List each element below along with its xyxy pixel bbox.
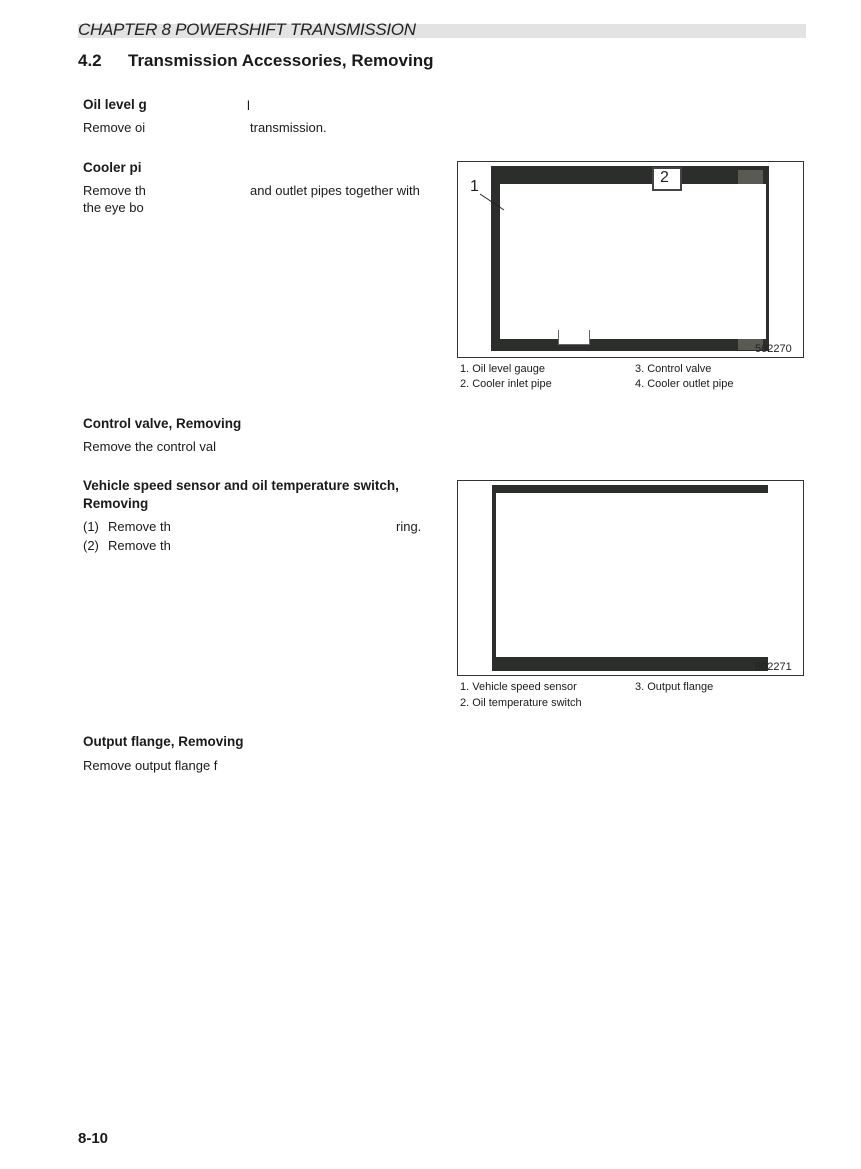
caption-1: 1. Oil level gauge — [460, 363, 545, 375]
figure-502271 — [457, 480, 804, 676]
oil-level-text-end: transmission. — [250, 120, 327, 135]
caption-2: 2. Cooler inlet pipe — [460, 378, 552, 390]
callout-1-leader — [478, 192, 508, 214]
figure-id: 502271 — [755, 661, 792, 673]
callout-box-lower — [558, 330, 590, 345]
caption-3: 3. Output flange — [635, 681, 714, 693]
caption-1: 1. Vehicle speed sensor — [460, 681, 577, 693]
step-2-number: (2) — [83, 538, 99, 553]
oil-level-text: Remove oi — [83, 120, 146, 135]
figure-502270 — [457, 161, 804, 358]
output-flange-text: Remove output flange f — [83, 758, 218, 773]
speed-sensor-heading-1: Vehicle speed sensor and oil temperature switch, — [83, 478, 399, 493]
section-title — [78, 51, 434, 71]
caption-2: 2. Oil temperature switch — [460, 697, 582, 709]
page-number: 8-10 — [78, 1130, 109, 1147]
figure-id: 502270 — [755, 343, 792, 355]
caption-4: 4. Cooler outlet pipe — [635, 378, 734, 390]
control-valve-heading: Control valve, Removing — [83, 416, 242, 431]
caption-3: 3. Control valve — [635, 363, 712, 375]
callout-2: 2 — [660, 169, 669, 186]
oil-level-heading-fragment: l — [247, 98, 250, 113]
step-1-text: Remove th — [108, 519, 171, 534]
cooler-pipes-heading: Cooler pi — [83, 160, 142, 175]
cooler-pipes-text-1: Remove th — [83, 183, 146, 198]
chapter-title: CHAPTER 8 POWERSHIFT TRANSMISSION — [78, 20, 416, 39]
cooler-pipes-text-2: the eye bo — [83, 200, 144, 215]
section-heading: Transmission Accessories, Removing — [128, 51, 434, 70]
speed-sensor-heading-2: Removing — [83, 496, 149, 511]
figure-mask — [496, 493, 801, 657]
section-number: 4.2 — [78, 51, 102, 70]
oil-level-heading: Oil level g — [83, 97, 147, 112]
step-1-text-end: ring. — [396, 519, 422, 534]
step-1-number: (1) — [83, 519, 99, 534]
step-2-text: Remove th — [108, 538, 171, 553]
callout-1: 1 — [470, 178, 479, 195]
figure-mask — [500, 184, 766, 339]
cooler-pipes-text-1-end: and outlet pipes together with — [250, 183, 420, 198]
output-flange-heading: Output flange, Removing — [83, 734, 244, 749]
control-valve-text: Remove the control val — [83, 439, 216, 454]
